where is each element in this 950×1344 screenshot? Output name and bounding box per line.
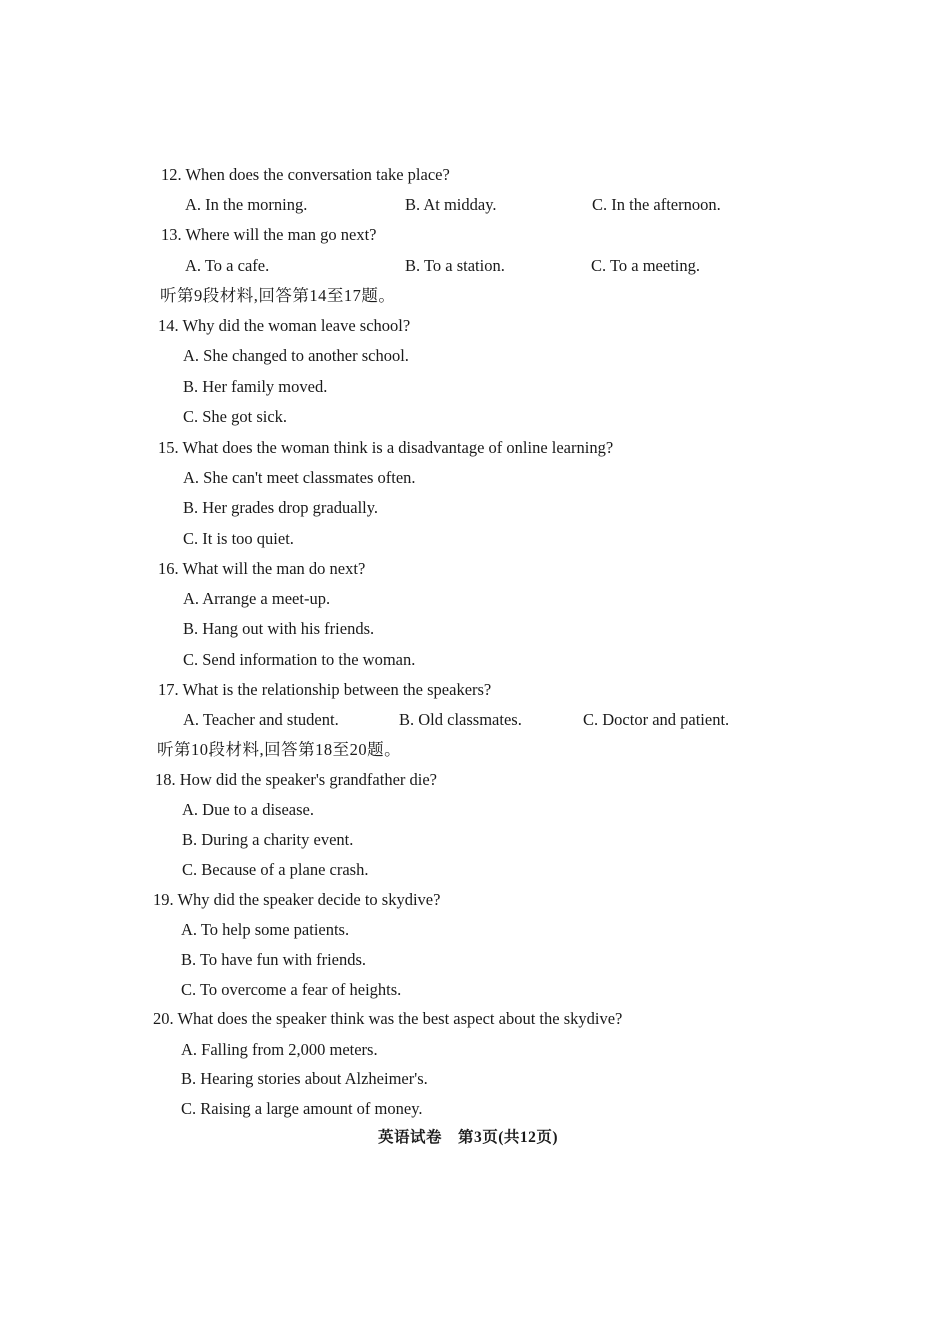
question-13-option-c: C. To a meeting. [591,256,700,275]
question-17-option-a: A. Teacher and student. [183,710,339,729]
question-14-option-c: C. She got sick. [183,407,288,426]
question-18-stem: 18. How did the speaker's grandfather die? [155,770,437,789]
question-19-option-b: B. To have fun with friends. [181,950,367,969]
question-16-option-a: A. Arrange a meet-up. [183,589,331,608]
question-16-option-c: C. Send information to the woman. [183,650,416,669]
question-12-option-b: B. At midday. [405,195,497,214]
question-15-option-c: C. It is too quiet. [183,529,294,548]
question-17-option-b: B. Old classmates. [399,710,522,729]
section-9-instruction: 听第9段材料,回答第14至17题。 [160,286,396,305]
question-18-option-a: A. Due to a disease. [182,800,314,819]
question-16-option-b: B. Hang out with his friends. [183,619,375,638]
question-15-option-b: B. Her grades drop gradually. [183,498,379,517]
question-14-option-a: A. She changed to another school. [183,346,409,365]
question-17-option-c: C. Doctor and patient. [583,710,730,729]
question-20-option-a: A. Falling from 2,000 meters. [181,1040,378,1059]
question-18-option-c: C. Because of a plane crash. [182,860,369,879]
question-20-stem: 20. What does the speaker think was the best aspect about the skydive? [153,1009,623,1028]
question-20-option-b: B. Hearing stories about Alzheimer's. [181,1069,428,1088]
question-12-stem: 12. When does the conversation take place? [161,165,450,184]
question-13-option-b: B. To a station. [405,256,505,275]
question-13-stem: 13. Where will the man go next? [161,225,377,244]
question-19-option-c: C. To overcome a fear of heights. [181,980,402,999]
page-footer: 英语试卷 第3页(共12页) [378,1129,559,1146]
question-16-stem: 16. What will the man do next? [158,559,366,578]
question-20-option-c: C. Raising a large amount of money. [181,1099,423,1118]
question-15-option-a: A. She can't meet classmates often. [183,468,416,487]
question-19-option-a: A. To help some patients. [181,920,350,939]
question-12-option-a: A. In the morning. [185,195,308,214]
question-15-stem: 15. What does the woman think is a disadvantage of online learning? [158,438,614,457]
question-13-option-a: A. To a cafe. [185,256,270,275]
question-18-option-b: B. During a charity event. [182,830,354,849]
question-17-stem: 17. What is the relationship between the speakers? [158,680,492,699]
question-14-stem: 14. Why did the woman leave school? [158,316,411,335]
question-14-option-b: B. Her family moved. [183,377,328,396]
section-10-instruction: 听第10段材料,回答第18至20题。 [157,740,402,759]
question-12-option-c: C. In the afternoon. [592,195,721,214]
question-19-stem: 19. Why did the speaker decide to skydive? [153,890,441,909]
